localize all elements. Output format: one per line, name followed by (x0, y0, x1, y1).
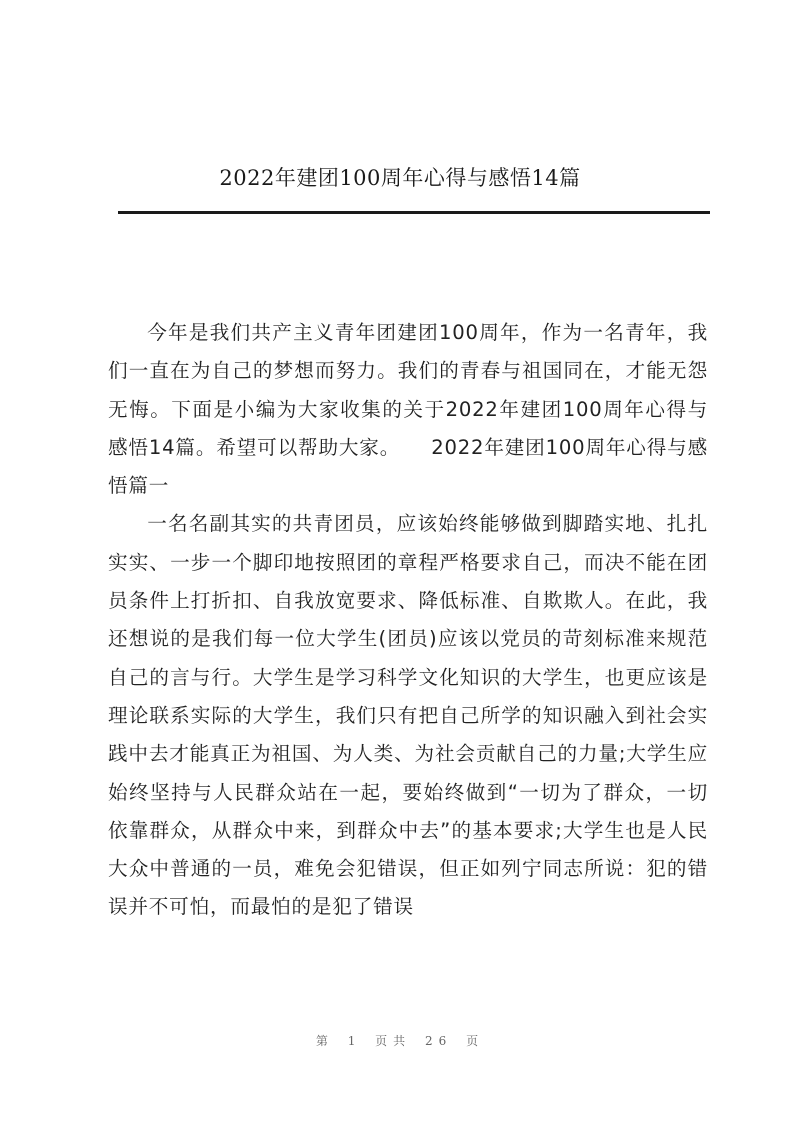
footer-total-pages: 26 (425, 1034, 453, 1048)
paragraph-main: 一名名副其实的共青团员，应该始终能够做到脚踏实地、扎扎实实、一步一个脚印地按照团的章程严格要求自己，而决不能在团员条件上打折扣、自我放宽要求、降低标准、自欺欺人。在此，我还想说的是我们每一位大学生(团员)应该以党员的苛刻标准来规范自己的言与行。大学生是学习科学文化知识的大学生，也更应该是理论联系实际的大学生，我们只有把自己所学的知识融入到社会实践中去才能真正为祖国、为人类、为社会贡献自己的力量;大学生应始终坚持与人民群众站在一起，要始终做到“一切为了群众，一切依靠群众，从群众中来，到群众中去”的基本要求;大学生也是人民大众中普通的一员，难免会犯错误，但正如列宁同志所说：犯的错误并不可怕，而最怕的是犯了错误 (108, 512, 708, 919)
footer-label-pages: 页 (466, 1034, 485, 1048)
footer-label-page: 第 (315, 1034, 334, 1048)
document-title: 2022年建团100周年心得与感悟14篇 (219, 166, 581, 190)
document-body (108, 314, 708, 927)
page-footer (0, 1032, 800, 1049)
title-divider (118, 211, 710, 214)
footer-label-of: 页共 (375, 1034, 412, 1048)
footer-current-page: 1 (347, 1034, 362, 1048)
paragraph-intro: 今年是我们共产主义青年团建团100周年，作为一名青年，我们一直在为自己的梦想而努力。我们的青春与祖国同在，才能无怨无悔。下面是小编为大家收集的关于2022年建团100周年心得与感悟14篇。希望可以帮助大家。 2022年建团100周年心得与感悟篇一 (108, 321, 708, 498)
